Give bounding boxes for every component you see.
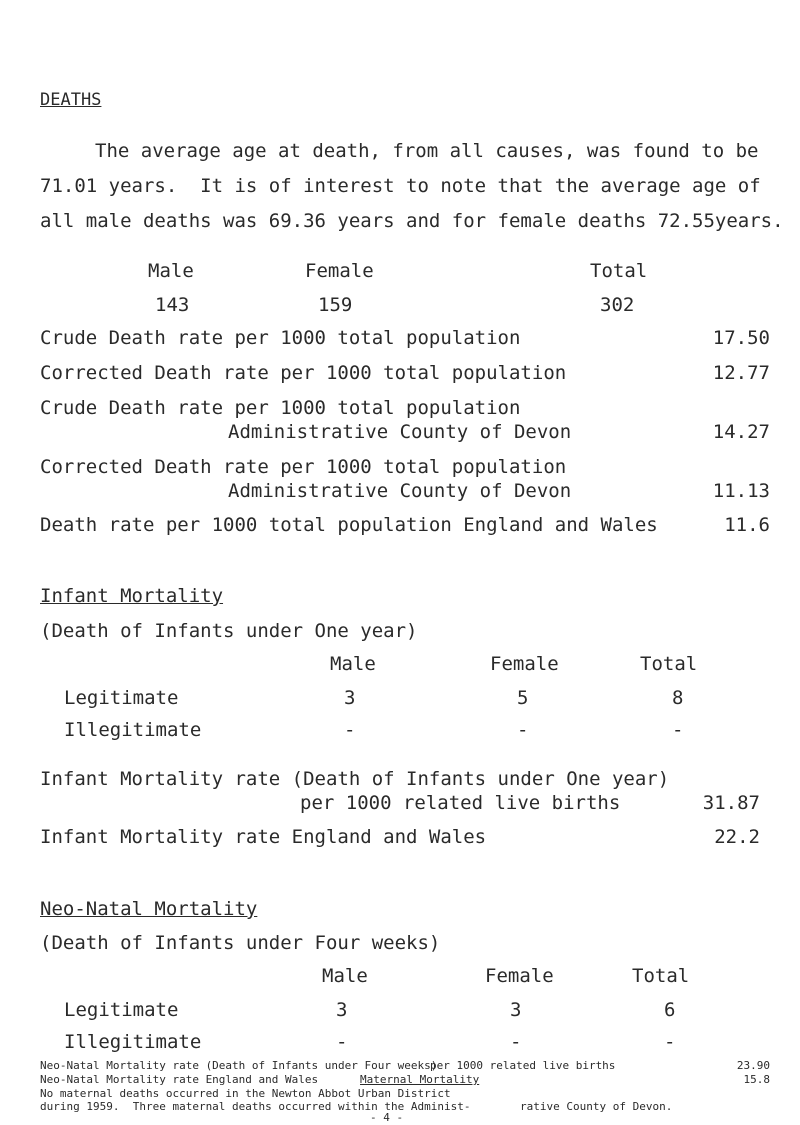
infant-header-male: Male bbox=[330, 653, 376, 675]
rate-corrected-devon-label2: Administrative County of Devon bbox=[228, 480, 572, 502]
infant-row-female: 5 bbox=[517, 687, 529, 709]
neonatal-row-female: - bbox=[510, 1031, 522, 1053]
rate-corrected-value: 12.77 bbox=[712, 362, 770, 384]
maternal-line-1: No maternal deaths occurred in the Newton Abbot Urban District bbox=[40, 1087, 451, 1100]
deaths-header-total: Total bbox=[590, 260, 648, 282]
intro-line-3: all male deaths was 69.36 years and for female deaths 72.55years. bbox=[40, 210, 784, 232]
rate-corrected-devon-label: Corrected Death rate per 1000 total population bbox=[40, 456, 567, 478]
neonatal-rate-value: 23.90 bbox=[736, 1059, 770, 1072]
neonatal-subheading: (Death of Infants under Four weeks) bbox=[40, 932, 441, 954]
infant-subheading: (Death of Infants under One year) bbox=[40, 620, 418, 642]
rate-ew-value: 11.6 bbox=[724, 514, 770, 536]
infant-ew-label: Infant Mortality rate England and Wales bbox=[40, 826, 487, 848]
infant-rate-label-2: per 1000 related live births bbox=[300, 792, 621, 814]
infant-row-label: Legitimate bbox=[64, 687, 179, 709]
intro-line-1: The average age at death, from all causes, was found to be bbox=[95, 140, 759, 162]
page-number: - 4 - bbox=[370, 1111, 404, 1124]
neonatal-row-male: - bbox=[336, 1031, 348, 1053]
maternal-heading: Maternal Mortality bbox=[360, 1073, 480, 1086]
neonatal-row-male: 3 bbox=[336, 999, 348, 1021]
maternal-line-2: during 1959. Three maternal deaths occurred within the Administ- bbox=[40, 1100, 471, 1113]
rate-crude-devon-label: Crude Death rate per 1000 total population bbox=[40, 397, 521, 419]
rate-ew-label: Death rate per 1000 total population England and Wales bbox=[40, 514, 658, 536]
infant-row-total: - bbox=[672, 719, 684, 741]
infant-header-total: Total bbox=[640, 653, 698, 675]
deaths-header-female: Female bbox=[305, 260, 374, 282]
neonatal-ew-label: Neo-Natal Mortality rate England and Wales bbox=[40, 1073, 319, 1086]
infant-row-female: - bbox=[517, 719, 529, 741]
deaths-value-total: 302 bbox=[600, 294, 635, 316]
infant-ew-value: 22.2 bbox=[714, 826, 760, 848]
rate-corrected-label: Corrected Death rate per 1000 total population bbox=[40, 362, 567, 384]
neonatal-rate-label-1: Neo-Natal Mortality rate (Death of Infants under Four weeks) bbox=[40, 1059, 438, 1072]
deaths-value-male: 143 bbox=[155, 294, 190, 316]
neonatal-row-label: Illegitimate bbox=[64, 1031, 202, 1053]
rate-corrected-devon-value: 11.13 bbox=[712, 480, 770, 502]
neonatal-ew-value: 15.8 bbox=[743, 1073, 770, 1086]
deaths-header-male: Male bbox=[148, 260, 194, 282]
infant-rate-label-1: Infant Mortality rate (Death of Infants under One year) bbox=[40, 768, 670, 790]
rate-crude-devon-label2: Administrative County of Devon bbox=[228, 421, 572, 443]
infant-row-male: - bbox=[344, 719, 356, 741]
infant-row-label: Illegitimate bbox=[64, 719, 202, 741]
infant-row-total: 8 bbox=[672, 687, 684, 709]
neonatal-row-total: - bbox=[664, 1031, 676, 1053]
infant-rate-value: 31.87 bbox=[702, 792, 760, 814]
neonatal-row-label: Legitimate bbox=[64, 999, 179, 1021]
neonatal-row-total: 6 bbox=[664, 999, 676, 1021]
neonatal-header-female: Female bbox=[485, 965, 554, 987]
neonatal-header-total: Total bbox=[632, 965, 690, 987]
neonatal-rate-label-2: per 1000 related live births bbox=[430, 1059, 616, 1072]
section-heading: DEATHS bbox=[40, 90, 102, 110]
neonatal-header-male: Male bbox=[322, 965, 368, 987]
infant-heading: Infant Mortality bbox=[40, 585, 224, 607]
intro-line-2: 71.01 years. It is of interest to note that the average age of bbox=[40, 175, 761, 197]
deaths-value-female: 159 bbox=[318, 294, 353, 316]
rate-crude-value: 17.50 bbox=[712, 327, 770, 349]
rate-crude-label: Crude Death rate per 1000 total population bbox=[40, 327, 521, 349]
neonatal-heading: Neo-Natal Mortality bbox=[40, 898, 258, 920]
maternal-line-3: rative County of Devon. bbox=[520, 1100, 673, 1113]
infant-row-male: 3 bbox=[344, 687, 356, 709]
rate-crude-devon-value: 14.27 bbox=[712, 421, 770, 443]
infant-header-female: Female bbox=[490, 653, 559, 675]
neonatal-row-female: 3 bbox=[510, 999, 522, 1021]
